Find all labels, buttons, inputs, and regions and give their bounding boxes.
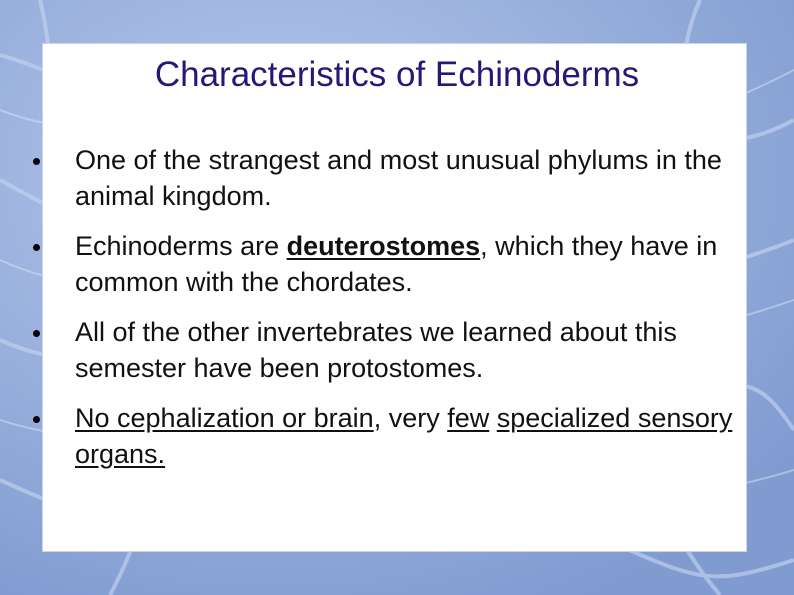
slide-title: Characteristics of Echinoderms [154,55,640,94]
bullet-text: , very [373,403,448,433]
bullet-text: One of the strangest and most unusual phylums in the animal kingdom. [75,145,722,211]
phrase-few: few [447,403,490,433]
bullet-dot-icon [33,158,40,165]
bullet-text: Echinoderms are [75,231,287,261]
term-deuterostomes: deuterostomes [286,231,481,261]
bullet-text: All of the other invertebrates we learned about this semester have been protostomes. [75,317,677,383]
bullet-item [75,314,735,386]
phrase-no-cephalization: No cephalization or brain [75,403,374,433]
bullet-dot-icon [33,244,40,251]
bullet-dot-icon [33,416,40,423]
bullet-item [75,228,735,300]
bullet-item [75,142,735,214]
bullet-text: , which they have in common with the chordates. [75,231,718,297]
bullet-space [489,403,497,433]
bullet-dot-icon [33,330,40,337]
bullet-item [75,400,735,472]
phrase-specialized-sensory-organs: specialized sensory organs. [75,403,733,469]
